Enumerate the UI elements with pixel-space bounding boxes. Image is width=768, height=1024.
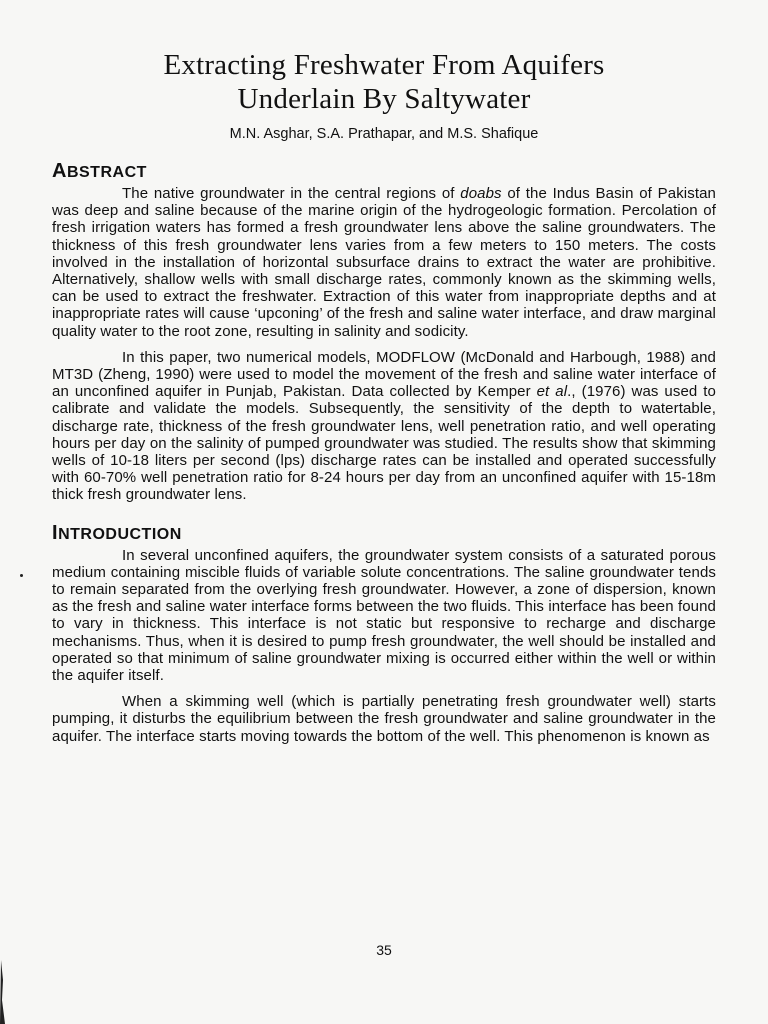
introduction-heading-rest: NTRODUCTION [58,525,182,543]
scan-speck [20,574,23,577]
abstract-paragraph-1 [52,185,716,340]
author-list: M.N. Asghar, S.A. Prathapar, and M.S. Shafique [229,126,539,142]
introduction-paragraph-2: When a skimming well (which is partially penetrating fresh groundwater well) starts pumping, it disturbs the equilibrium between the fresh groundwater and saline groundwater in the aquifer. The interface starts moving towards the bottom of the well. This phenomenon is known as [52,693,716,745]
abstract-p1-italic: doabs [460,185,502,202]
page-number: 35 [376,942,392,958]
abstract-p1-after: of the Indus Basin of Pakistan was deep and saline because of the marine origin of the hydrogeologic formation. Percolation of fresh irrigation waters has formed a fresh groundwater lens above the saline groundwaters. The thickness of this fresh groundwater lens varies from a few meters to 150 meters. The costs involved in the installation of horizontal subsurface drains to extract the water are prohibitive. Alternatively, shallow wells with small discharge rates, commonly known as the skimming wells, can be used to extract the freshwater. Extraction of this water from inappropriate depths and at inappropriate rates will cause ‘upconing’ of the fresh and saline water interface, and draw marginal quality water to the root zone, resulting in salinity and sodicity. [52,185,716,340]
abstract-paragraph-2 [52,349,716,504]
abstract-p1-before: The native groundwater in the central regions of [122,185,461,202]
title-line-2: Underlain By Saltywater [237,83,531,115]
abstract-p2-italic: et al [536,383,568,401]
paper-title [52,48,716,116]
introduction-paragraph-1: In several unconfined aquifers, the groundwater system consists of a saturated porous medium containing miscible fluids of variable solute concentrations. The saline groundwater tends to remain separated from the overlying fresh groundwater. However, a zone of dispersion, known as the fresh and saline water interface forms between the two fluids. This interface has been found to vary in thickness. This interface is not static but responsive to recharge and discharge mechanisms. Thus, when it is desired to pump fresh groundwater, the well should be installed and operated so that minimum of saline groundwater mixing is occurred either within the well or within the aquifer itself. [52,546,716,685]
introduction-heading-initial: I [52,521,59,544]
abstract-p2-before: In this paper, two numerical models, MODFLOW (McDonald and Harbough, 1988) and MT3D (Zheng, 1990) were used to model the movement of the fresh and saline water interface of an unconfined aquifer in Punjab, Pakistan. Data collected by Kemper [52,348,716,401]
paper-page [52,40,716,754]
abstract-heading [52,160,716,183]
abstract-heading-rest: BSTRACT [66,164,147,181]
abstract-heading-initial: A [52,160,67,182]
introduction-heading [52,522,716,545]
scan-edge-mark [0,960,8,1024]
abstract-p2-after: ., (1976) was used to calibrate and validate the models. Subsequently, the sensitivity of the depth to watertable, discharge rate, thickness of the fresh groundwater lens, well penetration ratio, and well operating hours per day on the salinity of pumped groundwater was studied. The results show that skimming wells of 10-18 liters per second (lps) discharge rates can be installed and operated successfully with 60-70% well penetration ratio for 8-24 hours per day from an unconfined aquifer with 15-18m thick fresh groundwater lens. [52,383,716,504]
title-line-1: Extracting Freshwater From Aquifers [163,49,605,81]
